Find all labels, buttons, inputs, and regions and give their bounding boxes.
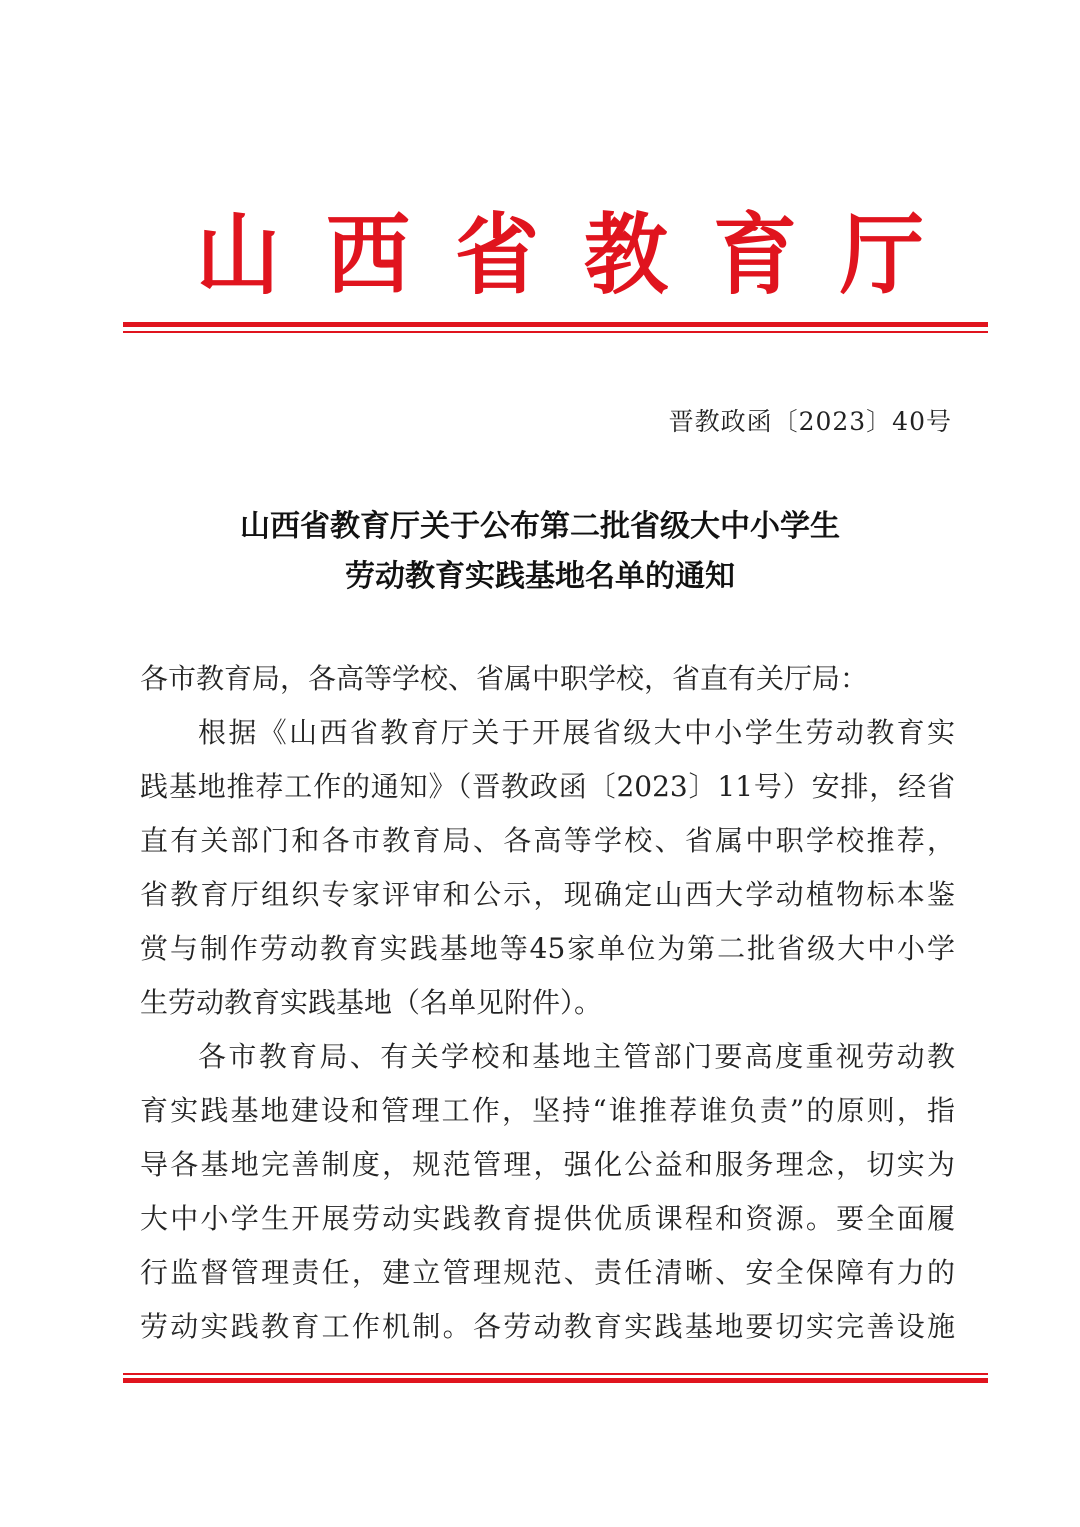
paragraph-line: 各市教育局、有关学校和基地主管部门要高度重视劳动教 [198, 1040, 955, 1073]
footer-rule-thick [123, 1378, 988, 1383]
header-rule-thick [123, 322, 988, 327]
masthead-char: 厅 [840, 202, 925, 307]
addressee: 各市教育局，各高等学校、省属中职学校，省直有关厅局： [140, 662, 869, 695]
paragraph-line: 导各基地完善制度，规范管理，强化公益和服务理念，切实为 [140, 1148, 955, 1181]
document-title-line-2: 劳动教育实践基地名单的通知 [345, 559, 735, 594]
paragraph-line: 践基地推荐工作的通知》（晋教政函〔2023〕11号）安排，经省 [140, 770, 955, 803]
masthead-char: 山 [196, 202, 281, 307]
footer-rule-thin [123, 1373, 988, 1375]
masthead-char: 省 [455, 202, 540, 307]
paragraph-1 [140, 706, 955, 1030]
paragraph-line: 育实践基地建设和管理工作，坚持“谁推荐谁负责”的原则，指 [140, 1094, 955, 1127]
paragraph-line: 省教育厅组织专家评审和公示，现确定山西大学动植物标本鉴 [140, 878, 955, 911]
paragraph-line: 直有关部门和各市教育局、各高等学校、省属中职学校推荐， [140, 824, 955, 857]
masthead-char: 西 [326, 202, 411, 307]
masthead [0, 202, 1080, 307]
masthead-char: 育 [713, 202, 798, 307]
paragraph-line: 行监督管理责任，建立管理规范、责任清晰、安全保障有力的 [140, 1256, 955, 1289]
paragraph-line: 劳动实践教育工作机制。各劳动教育实践基地要切实完善设施 [140, 1310, 955, 1343]
document-body [140, 652, 955, 1354]
paragraph-line: 大中小学生开展劳动实践教育提供优质课程和资源。要全面履 [140, 1202, 955, 1235]
paragraph-2 [140, 1030, 955, 1354]
paragraph-line: 赏与制作劳动教育实践基地等45家单位为第二批省级大中小学 [140, 932, 955, 965]
paragraph-line: 根据《山西省教育厅关于开展省级大中小学生劳动教育实 [198, 716, 955, 749]
header-rule-thin [123, 331, 988, 333]
paragraph-line: 生劳动教育实践基地（名单见附件）。 [140, 986, 603, 1019]
masthead-char: 教 [584, 202, 669, 307]
document-number: 晋教政函〔2023〕40号 [668, 407, 952, 436]
document-title-line-1: 山西省教育厅关于公布第二批省级大中小学生 [240, 509, 840, 544]
